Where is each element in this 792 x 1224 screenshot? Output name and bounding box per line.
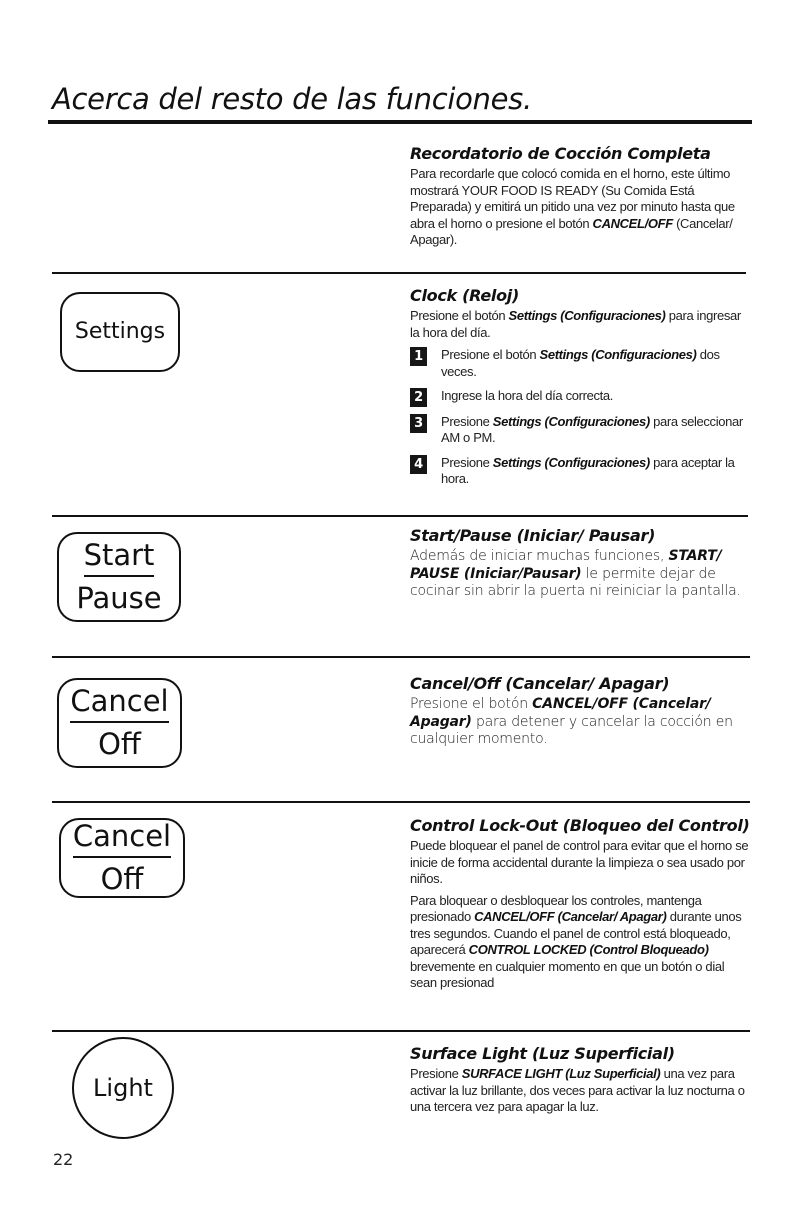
- step-number: 1: [410, 347, 427, 366]
- cancel-off-button-graphic-2: [59, 818, 185, 898]
- surface-light-section: [410, 1044, 752, 1116]
- cancel-off-section: [410, 674, 752, 749]
- divider: [52, 272, 746, 274]
- start-pause-text: Además de iniciar muchas funciones, START/ PAUSE (Iniciar/Pausar) le permite dejar de cocinar sin abrir la puerta ni reiniciar la pantalla.: [410, 548, 741, 599]
- light-button-graphic: [72, 1037, 174, 1139]
- divider: [52, 515, 748, 517]
- surface-light-text: Presione SURFACE LIGHT (Luz Superficial) una vez para activar la luz brillante, dos veces para activar la luz nocturna o una tercera vez para apagar la luz.: [410, 1066, 745, 1114]
- clock-section: [410, 286, 752, 488]
- light-label: Light: [93, 1074, 153, 1102]
- cancel-off-text: Presione el botón CANCEL/OFF (Cancelar/ Apagar) para detener y cancelar la cocción en cualquier momento.: [410, 696, 733, 747]
- step-number: 3: [410, 414, 427, 433]
- step-number: 2: [410, 388, 427, 407]
- settings-button-graphic: [60, 292, 180, 372]
- off-label: Off: [100, 862, 144, 896]
- start-pause-section: [410, 526, 752, 601]
- clock-step: 1 Presione el botón Settings (Configuraciones) dos veces.: [410, 347, 752, 380]
- clock-step: 4 Presione Settings (Configuraciones) para aceptar la hora.: [410, 455, 752, 488]
- clock-step: 2 Ingrese la hora del día correcta.: [410, 388, 752, 405]
- page-title: Acerca del resto de las funciones.: [52, 82, 532, 116]
- start-label: Start: [84, 538, 155, 577]
- settings-label: Settings: [74, 318, 166, 344]
- clock-title: Clock (Reloj): [410, 286, 519, 305]
- control-lock-para2: Para bloquear o desbloquear los controles, mantenga presionado CANCEL/OFF (Cancelar/ Apagar) durante unos tres segundos. Cuando el panel de control está bloqueado, aparecerá CONTROL LOCKED (Control Bloqueado) brevemente en cualquier momento en que un botón o dial sean presionad: [410, 892, 742, 990]
- reminder-text: Para recordarle que colocó comida en el horno, este último mostrará YOUR FOOD IS READY (Su Comida Está Preparada) y emitirá un pitido una vez por minuto hasta que abra el horno o presione el botón CANCEL/OFF (Cancelar/ Apagar).: [410, 166, 735, 247]
- divider: [52, 801, 750, 803]
- clock-step: 3 Presione Settings (Configuraciones) para seleccionar AM o PM.: [410, 414, 752, 447]
- step-number: 4: [410, 455, 427, 474]
- cancel-off-title: Cancel/Off (Cancelar/ Apagar): [410, 674, 670, 693]
- divider: [52, 1030, 750, 1032]
- page-number: 22: [53, 1150, 74, 1169]
- cancel-label: Cancel: [70, 684, 168, 723]
- off-label: Off: [98, 727, 141, 761]
- title-rule: [48, 120, 752, 124]
- divider: [52, 656, 750, 658]
- start-pause-button-graphic: [57, 532, 181, 622]
- surface-light-title: Surface Light (Luz Superficial): [410, 1044, 675, 1063]
- cancel-label: Cancel: [73, 819, 171, 858]
- clock-intro: Presione el botón Settings (Configuraciones) para ingresar la hora del día.: [410, 308, 741, 340]
- control-lock-title: Control Lock-Out (Bloqueo del Control): [410, 816, 750, 835]
- control-lock-para1: Puede bloquear el panel de control para evitar que el horno se inicie de forma accidental durante la limpieza o sea usado por niños.: [410, 838, 749, 886]
- control-lock-section: [410, 816, 752, 992]
- reminder-title: Recordatorio de Cocción Completa: [410, 144, 711, 163]
- pause-label: Pause: [76, 581, 162, 615]
- start-pause-title: Start/Pause (Iniciar/ Pausar): [410, 526, 656, 545]
- cancel-off-button-graphic: [57, 678, 182, 768]
- reminder-section: [410, 144, 752, 249]
